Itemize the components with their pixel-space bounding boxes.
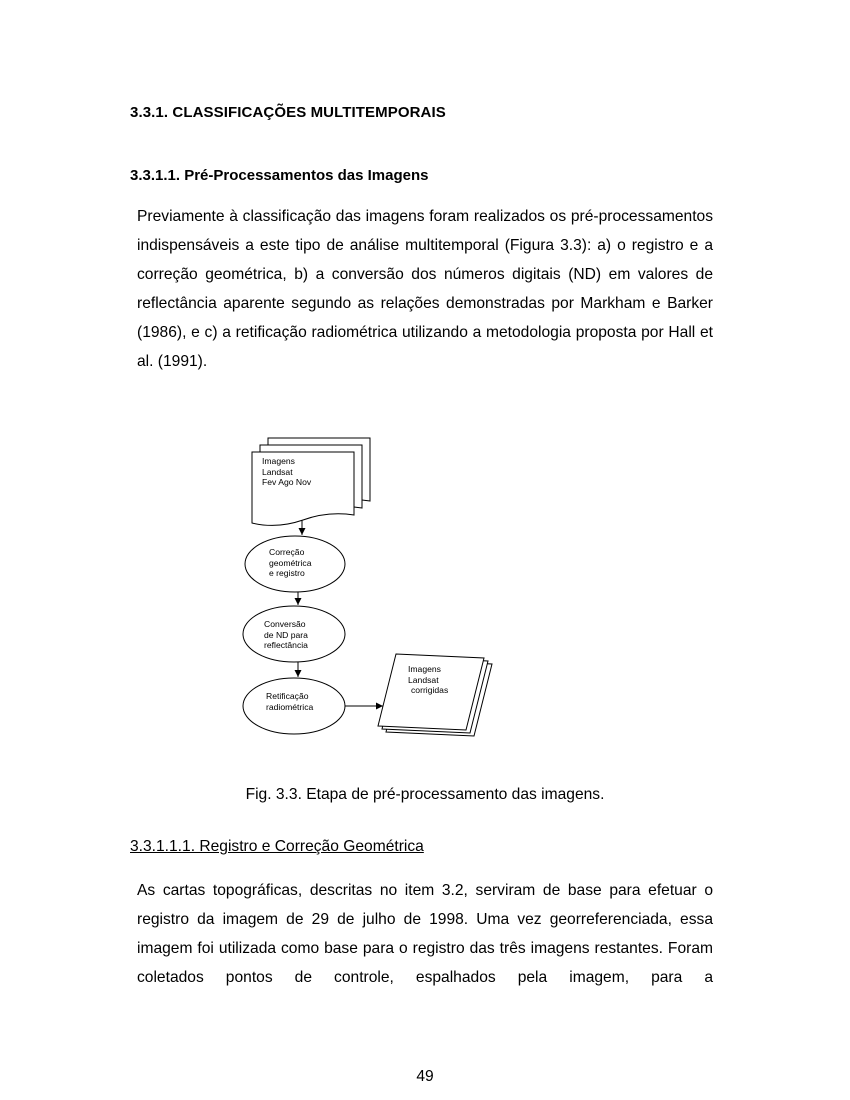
step-3-label: Retificação radiométrica	[266, 691, 314, 712]
subsubsection-heading: 3.3.1.1.1. Registro e Correção Geométrica	[130, 838, 424, 855]
output-doc-label: Imagens Landsat corrigidas	[408, 664, 449, 695]
step-2-label: Conversão de ND para reflectância	[264, 619, 308, 650]
step-1-label: Correção geométrica e registro	[269, 547, 312, 578]
section-heading: 3.3.1. CLASSIFICAÇÕES MULTITEMPORAIS	[130, 104, 446, 121]
paragraph-preprocessing: Previamente à classificação das imagens foram realizados os pré-processamentos indispensáveis a este tipo de análise multitemporal (Figura 3.3): a) o registro e a correção geométrica, b) a conversão dos números digitais (ND) em valores de reflectância aparente segundo as relações demonstradas por Markham e Barker (1986), e c) a retificação radiométrica utilizando a metodologia proposta por Hall et al. (1991).	[137, 208, 713, 370]
subsection-heading: 3.3.1.1. Pré-Processamentos das Imagens	[130, 167, 429, 184]
figure-caption: Fig. 3.3. Etapa de pré-processamento das imagens.	[245, 786, 605, 803]
paragraph-registration: As cartas topográficas, descritas no item 3.2, serviram de base para efetuar o registro da imagem de 29 de julho de 1998. Uma vez georreferenciada, essa imagem foi utilizada como base para o registro das três imagens restantes. Foram coletados pontos de controle, espalhados pela imagem, para a	[137, 882, 713, 986]
page-number: 49	[416, 1068, 434, 1085]
input-doc-label: Imagens Landsat Fev Ago Nov	[262, 456, 312, 487]
